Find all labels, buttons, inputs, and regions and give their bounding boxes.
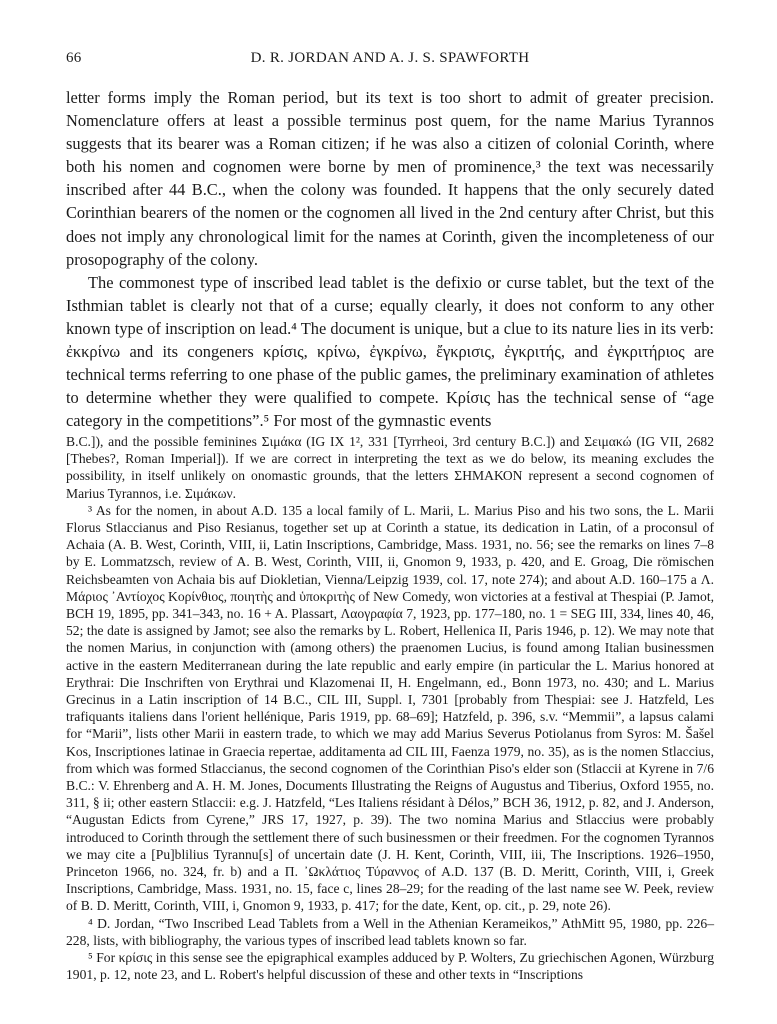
- footnotes: [66, 433, 714, 984]
- main-text: [66, 86, 714, 432]
- paragraph-1: letter forms imply the Roman period, but its text is too short to admit of greater precision. Nomenclature offers at least a possible terminus post quem, for the name Marius Tyrannos suggests that its bearer was a Roman citizen; if he was also a citizen of colonial Corinth, where both his nomen and cognomen were borne by men of prominence,³ the text was necessarily inscribed after 44 B.C., when the colony was founded. It happens that the only securely dated Corinthian bearers of the nomen or the cognomen all lived in the 2nd century after Christ, but this does not imply any chronological limit for the names at Corinth, given the incompleteness of our prosopography of the colony.: [66, 88, 714, 269]
- footnote-2-continued: B.C.]), and the possible feminines Σιμάκα (IG IX 1², 331 [Tyrrheoi, 3rd century B.C.]) and Σειμακώ (IG VII, 2682 [Thebes?, Roman Imperial]). If we are correct in interpreting the text as we do below, its meaning excludes the possibility, in itself unlikely on onomastic grounds, that the letters ΣΗΜΑΚΟΝ represent a second cognomen of Marius Tyrannos, i.e. Σιμάκων.: [66, 434, 714, 501]
- footnote-3: ³ As for the nomen, in about A.D. 135 a local family of L. Marii, L. Marius Piso and his two sons, the L. Marii Florus Stlaccianus and Piso Resianus, together set up at Corinth a statue, its dedication in Latin, of a proconsul of Achaia (A. B. West, Corinth, VIII, ii, Latin Inscriptions, Cambridge, Mass. 1931, no. 56; see the remarks on lines 7–8 by E. Lommatzsch, review of A. B. West, Corinth, VIII, ii, Gnomon 9, 1933, p. 420, and E. Groag, Die römischen Reichsbeamten von Achaia bis auf Diokletian, Vienna/Leipzig 1939, col. 17, note 274); and about A.D. 160–175 a Λ. Μάριος ᾽Αντίοχος Κορίνθιος, ποιητὴς and ὑποκριτὴς of New Comedy, won victories at a festival at Thespiai (P. Jamot, BCH 19, 1895, pp. 341–343, no. 16 + A. Plassart, Λαογραφία 7, 1923, pp. 177–180, no. 1 = SEG III, 334, lines 40, 46, 52; the date is assigned by Jamot; see also the remarks by L. Robert, Hellenica II, Paris 1946, p. 12). We may note that the nomen Marius, in conjunction with (among others) the praenomen Lucius, is found among Italian businessmen active in the eastern Mediterranean during the late republic and early empire (in particular the L. Marius honored at Erythrai: Die Inschriften von Erythrai und Klazomenai II, H. Engelmann, ed., Bonn 1973, no. 430; and L. Marius Grecinus in a Latin inscription of 14 B.C., CIL III, Suppl. I, 7301 [probably from Thespiai: see J. Hatzfeld, Les trafiquants italiens dans l'orient hellénique, Paris 1919, pp. 68–69]; Hatzfeld, p. 396, s.v. “Memmii”, a lapsus calami for “Marii”, lists other Marii in eastern trade, to which we may add Marius Severus Potiolanus from Syros: M. Šašel Kos, Inscriptiones latinae in Graecia repertae, additamenta ad CIL III, Faenza 1979, no. 35), as is the nomen Stlaccius, from which was formed Stlaccianus, the second cognomen of the Corinthian Piso's elder son (Stlaccii at Kyrene in 7/6 B.C.: V. Ehrenberg and A. H. M. Jones, Documents Illustrating the Reigns of Augustus and Tiberius, Oxford 1955, no. 311, § ii; other eastern Stlaccii: e.g. J. Hatzfeld, “Les Italiens résidant à Délos,” BCH 36, 1912, p. 82, and J. Anderson, “Augustan Edicts from Cyrene,” JRS 17, 1927, p. 39). The two nomina Marius and Stlaccius were probably introduced to Corinth through the settlement there of such businessmen or their freedmen. For the cognomen Tyrannos we may cite a [Pu]blilius Tyrannu[s] of uncertain date (J. H. Kent, Corinth, VIII, iii, The Inscriptions. 1926–1950, Princeton 1966, no. 324, fr. b) and a Π. ᾽Ωκλάτιος Τύραννος of A.D. 137 (B. D. Meritt, Corinth, VIII, i, Greek Inscriptions, Cambridge, Mass. 1931, no. 15, face c, lines 28–29; for the reading of the last name see W. Peek, review of B. D. Meritt, Corinth, VIII, i, Gnomon 9, 1933, p. 417; for the date, Kent, op. cit., p. 29, note 26).: [66, 502, 714, 914]
- footnote-4: ⁴ D. Jordan, “Two Inscribed Lead Tablets from a Well in the Athenian Kerameikos,” AthMitt 95, 1980, pp. 226–228, lists, with bibliography, the various types of inscribed lead tablets known so far.: [66, 915, 714, 948]
- running-header: [66, 50, 714, 70]
- page-number: 66: [66, 50, 82, 66]
- footnote-5: ⁵ For κρίσις in this sense see the epigraphical examples adduced by P. Wolters, Zu griechischen Agonen, Würzburg 1901, p. 12, note 23, and L. Robert's helpful discussion of these and other texts in “Inscriptions: [66, 950, 714, 983]
- running-title: D. R. JORDAN AND A. J. S. SPAWFORTH: [250, 50, 530, 66]
- paragraph-2: The commonest type of inscribed lead tablet is the defixio or curse tablet, but the text of the Isthmian tablet is clearly not that of a curse; equally clearly, it does not conform to any other known type of inscription on lead.⁴ The document is unique, but a clue to its nature lies in its verb: ἐκκρίνω and its congeners κρίσις, κρίνω, ἐγκρίνω, ἔγκρισις, ἐγκριτής, and ἐγκριτήριος are technical terms referring to one phase of the public games, the preliminary examination of athletes to determine whether they were qualified to compete. Κρίσις has the technical sense of “age category in the competitions”.⁵ For most of the gymnastic events: [66, 272, 714, 431]
